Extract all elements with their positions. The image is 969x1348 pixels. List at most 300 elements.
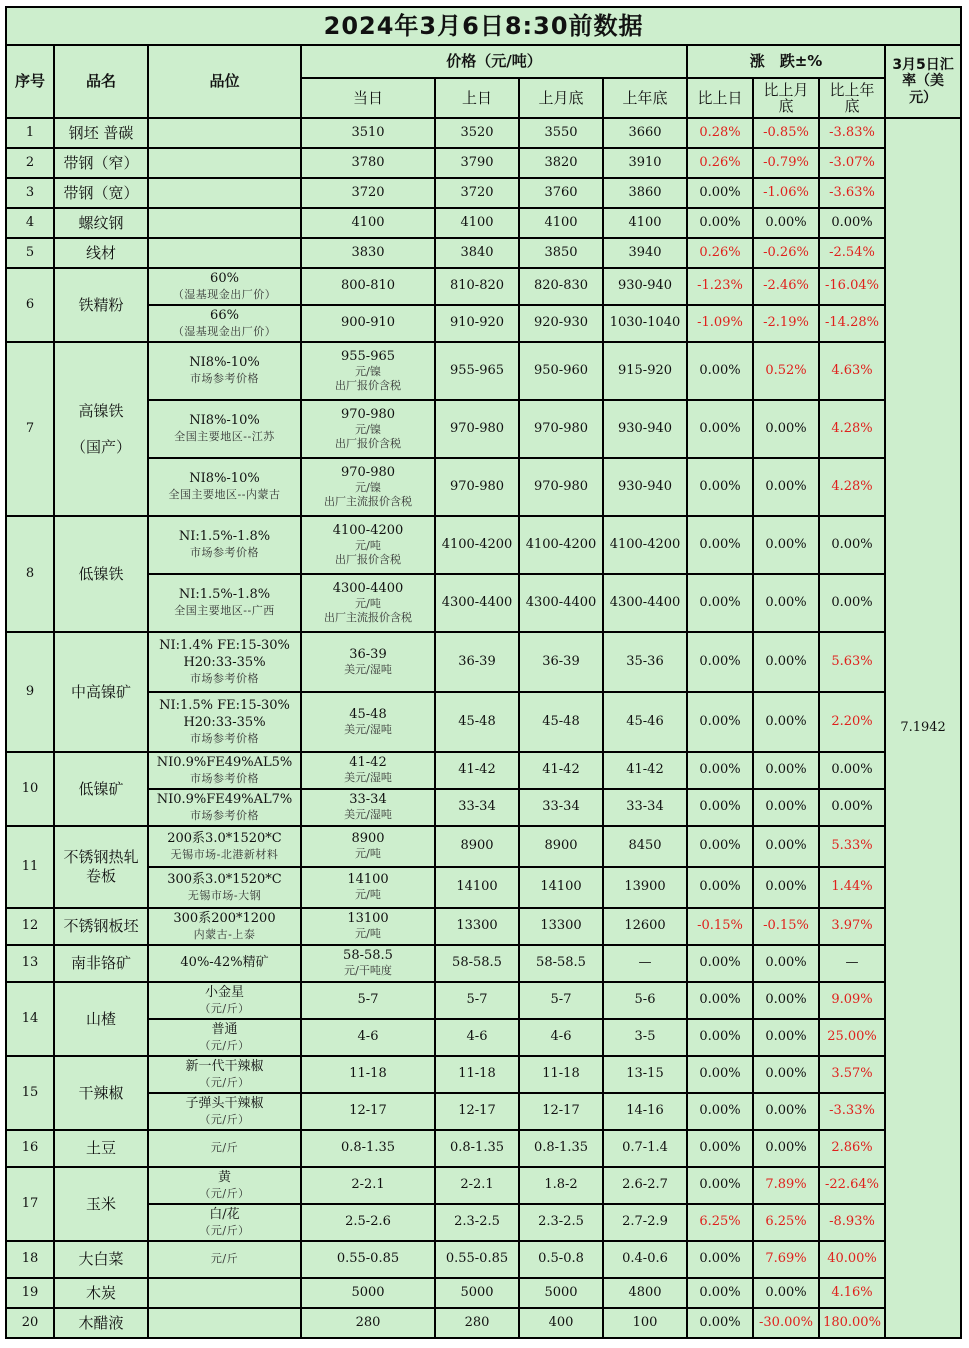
spec-text: NI:1.4% FE:15-30%	[159, 637, 290, 653]
table-row	[6, 1019, 961, 1056]
header-prev-day: 上日	[435, 78, 519, 118]
cell-prev-day: 910-920	[435, 305, 519, 342]
cell-today	[301, 305, 435, 342]
cell-vs-prev-day: 0.00%	[687, 574, 753, 632]
cell-prev-month-end: 4100-4200	[519, 516, 603, 574]
spec-text: NI8%-10%	[189, 471, 260, 487]
table-row	[6, 1241, 961, 1278]
cell-vs-prev-month: -0.26%	[753, 238, 819, 268]
cell-prev-day: 2.3-2.5	[435, 1204, 519, 1241]
cell-prev-month-end: 2.3-2.5	[519, 1204, 603, 1241]
row-name-text: 带钢（窄）	[63, 153, 139, 172]
row-name-text: 螺纹钢	[78, 213, 124, 232]
cell-vs-prev-month: 7.69%	[753, 1241, 819, 1278]
row-spec	[148, 1056, 301, 1093]
cell-prev-month-end: 3760	[519, 178, 603, 208]
cell-prev-month-end: 8900	[519, 826, 603, 867]
cell-prev-day: 8900	[435, 826, 519, 867]
today-value: 970-980	[340, 464, 396, 480]
row-spec	[148, 945, 301, 982]
cell-prev-year-end: 4100	[603, 208, 687, 238]
cell-vs-prev-day: 0.00%	[687, 516, 753, 574]
cell-vs-prev-year: 4.28%	[819, 458, 885, 516]
cell-prev-month-end: 4300-4400	[519, 574, 603, 632]
today-value: 3510	[351, 124, 385, 140]
spec-text: 60%	[210, 270, 239, 286]
row-name-text: 低镍铁	[78, 564, 124, 583]
row-name-text: 木炭	[85, 1283, 116, 1302]
cell-vs-prev-month: 0.00%	[753, 1278, 819, 1308]
row-seq: 9	[6, 632, 54, 752]
cell-prev-month-end: 3850	[519, 238, 603, 268]
cell-vs-prev-year: -16.04%	[819, 268, 885, 305]
cell-prev-day: 41-42	[435, 752, 519, 789]
cell-prev-month-end: 820-830	[519, 268, 603, 305]
today-value: 8900	[351, 831, 385, 847]
cell-prev-year-end: 4300-4400	[603, 574, 687, 632]
header-vs-prev-year	[819, 78, 885, 118]
table-row	[6, 789, 961, 826]
header-spec: 品位	[148, 45, 301, 118]
cell-prev-month-end: 45-48	[519, 692, 603, 752]
today-unit: 元/镍	[355, 480, 381, 494]
title-row	[6, 7, 961, 45]
cell-prev-year-end: 33-34	[603, 789, 687, 826]
cell-prev-month-end: 12-17	[519, 1093, 603, 1130]
cell-vs-prev-day: 0.00%	[687, 1278, 753, 1308]
cell-vs-prev-day: 0.00%	[687, 1308, 753, 1338]
cell-vs-prev-day: 0.00%	[687, 1056, 753, 1093]
cell-prev-year-end: 4800	[603, 1278, 687, 1308]
cell-today	[301, 1130, 435, 1167]
cell-prev-day: 280	[435, 1308, 519, 1338]
cell-prev-month-end: 1.8-2	[519, 1167, 603, 1204]
row-seq: 2	[6, 148, 54, 178]
row-seq: 13	[6, 945, 54, 982]
cell-prev-month-end: 3820	[519, 148, 603, 178]
cell-prev-day: 4100	[435, 208, 519, 238]
row-spec	[148, 867, 301, 908]
header-change-group: 涨 跌±%	[687, 45, 885, 78]
row-spec	[148, 1204, 301, 1241]
cell-vs-prev-year: -3.83%	[819, 118, 885, 148]
today-unit: 元/吨	[355, 538, 381, 552]
row-name	[54, 268, 148, 342]
row-seq: 12	[6, 908, 54, 945]
cell-prev-day: 0.8-1.35	[435, 1130, 519, 1167]
header-vs-prev-month	[753, 78, 819, 118]
cell-prev-month-end: 950-960	[519, 342, 603, 400]
row-name-text: 不锈钢板坯	[63, 917, 139, 936]
cell-vs-prev-month: 0.00%	[753, 789, 819, 826]
row-spec	[148, 208, 301, 238]
cell-today	[301, 1278, 435, 1308]
cell-today	[301, 178, 435, 208]
cell-vs-prev-month: 0.00%	[753, 1130, 819, 1167]
today-unit: 元/镍	[355, 422, 381, 436]
spec-text: 元/斤	[210, 1252, 239, 1266]
cell-prev-day: 14100	[435, 867, 519, 908]
spec-subtext: 全国主要地区--广西	[174, 604, 275, 618]
cell-vs-prev-year: 0.00%	[819, 752, 885, 789]
row-spec	[148, 516, 301, 574]
cell-vs-prev-year: 3.57%	[819, 1056, 885, 1093]
cell-vs-prev-day: 0.00%	[687, 458, 753, 516]
row-seq: 10	[6, 752, 54, 826]
cell-vs-prev-day: -1.09%	[687, 305, 753, 342]
cell-prev-day: 3790	[435, 148, 519, 178]
spec-text: NI8%-10%	[189, 413, 260, 429]
row-name	[54, 752, 148, 826]
today-value: 33-34	[349, 792, 387, 808]
row-spec	[148, 400, 301, 458]
row-spec	[148, 574, 301, 632]
cell-vs-prev-month: 0.00%	[753, 945, 819, 982]
cell-prev-month-end: 4100	[519, 208, 603, 238]
cell-vs-prev-day: 0.00%	[687, 1241, 753, 1278]
cell-prev-day: 970-980	[435, 458, 519, 516]
spec-subtext: 市场参考价格	[190, 546, 259, 560]
row-seq: 18	[6, 1241, 54, 1278]
cell-vs-prev-month: 0.52%	[753, 342, 819, 400]
header-prev-month-end: 上月底	[519, 78, 603, 118]
table-row	[6, 148, 961, 178]
today-value: 2.5-2.6	[345, 1214, 391, 1230]
cell-vs-prev-year: -14.28%	[819, 305, 885, 342]
spec-text: 新一代干辣椒	[185, 1058, 264, 1074]
cell-prev-day: 3720	[435, 178, 519, 208]
cell-vs-prev-year: -22.64%	[819, 1167, 885, 1204]
cell-vs-prev-day: 0.00%	[687, 178, 753, 208]
cell-vs-prev-month: 0.00%	[753, 982, 819, 1019]
cell-prev-day: 58-58.5	[435, 945, 519, 982]
today-value: 5000	[351, 1284, 385, 1300]
header-name: 品名	[54, 45, 148, 118]
spec-subtext: （湿基现金出厂价）	[172, 324, 277, 338]
cell-prev-day: 955-965	[435, 342, 519, 400]
row-name-text: 线材	[85, 243, 116, 262]
today-value: 4100-4200	[332, 522, 404, 538]
spec-text: 66%	[210, 307, 239, 323]
table-row	[6, 238, 961, 268]
cell-vs-prev-month: 0.00%	[753, 752, 819, 789]
cell-prev-month-end: 5-7	[519, 982, 603, 1019]
header-seq: 序号	[6, 45, 54, 118]
today-value: 900-910	[340, 315, 396, 331]
row-name	[54, 826, 148, 908]
cell-vs-prev-day: 0.00%	[687, 1167, 753, 1204]
spec-text: 子弹头干辣椒	[185, 1095, 264, 1111]
cell-today	[301, 574, 435, 632]
today-note: 出厂主流报价含税	[324, 495, 412, 509]
cell-vs-prev-month: 0.00%	[753, 826, 819, 867]
table-row	[6, 516, 961, 574]
cell-vs-prev-month: 0.00%	[753, 1093, 819, 1130]
cell-prev-month-end: 36-39	[519, 632, 603, 692]
today-value: 4-6	[357, 1029, 379, 1045]
cell-vs-prev-month: 0.00%	[753, 400, 819, 458]
header-row-1	[6, 45, 961, 78]
row-seq: 19	[6, 1278, 54, 1308]
cell-vs-prev-year: 4.28%	[819, 400, 885, 458]
table-row	[6, 982, 961, 1019]
row-name	[54, 982, 148, 1056]
row-spec	[148, 118, 301, 148]
today-note: 出厂报价含税	[335, 379, 401, 393]
cell-vs-prev-day: 0.00%	[687, 982, 753, 1019]
row-name	[54, 632, 148, 752]
cell-prev-year-end: 2.7-2.9	[603, 1204, 687, 1241]
cell-today	[301, 982, 435, 1019]
header-price-group: 价格（元/吨）	[301, 45, 687, 78]
rate-header-text: 3月5日汇率（美元）	[892, 57, 954, 106]
cell-vs-prev-year: 4.63%	[819, 342, 885, 400]
row-name	[54, 945, 148, 982]
cell-vs-prev-day: 0.00%	[687, 208, 753, 238]
cell-today	[301, 400, 435, 458]
today-unit: 元/吨	[355, 927, 381, 941]
cell-prev-month-end: 4-6	[519, 1019, 603, 1056]
cell-today	[301, 516, 435, 574]
today-unit: 美元/湿吨	[344, 662, 392, 676]
header-today: 当日	[301, 78, 435, 118]
cell-vs-prev-year: -3.07%	[819, 148, 885, 178]
cell-vs-prev-month: 7.89%	[753, 1167, 819, 1204]
cell-prev-month-end: 970-980	[519, 400, 603, 458]
row-seq: 6	[6, 268, 54, 342]
today-value: 12-17	[349, 1103, 387, 1119]
table-row	[6, 1278, 961, 1308]
spec-subtext: 无锡市场-北港新材料	[170, 847, 279, 861]
spec-text: 40%-42%精矿	[180, 955, 269, 971]
cell-vs-prev-day: 0.00%	[687, 826, 753, 867]
row-seq: 5	[6, 238, 54, 268]
row-spec	[148, 238, 301, 268]
today-value: 0.55-0.85	[336, 1251, 400, 1267]
spec-subtext: （元/斤）	[199, 1038, 250, 1052]
cell-vs-prev-day: 0.00%	[687, 692, 753, 752]
spec-subtext: （元/斤）	[199, 1186, 250, 1200]
cell-vs-prev-month: 0.00%	[753, 867, 819, 908]
row-seq: 15	[6, 1056, 54, 1130]
spec-subtext: 全国主要地区--内蒙古	[168, 488, 281, 502]
spec-text: 黄	[217, 1169, 231, 1185]
row-seq: 3	[6, 178, 54, 208]
cell-vs-prev-day: 0.00%	[687, 1093, 753, 1130]
today-unit: 元/吨	[355, 888, 381, 902]
cell-today	[301, 692, 435, 752]
today-unit: 元/干吨度	[344, 964, 392, 978]
cell-today	[301, 458, 435, 516]
cell-vs-prev-month: 6.25%	[753, 1204, 819, 1241]
cell-prev-day: 0.55-0.85	[435, 1241, 519, 1278]
spec-subtext: （元/斤）	[199, 1223, 250, 1237]
table-row	[6, 208, 961, 238]
cell-vs-prev-month: -0.85%	[753, 118, 819, 148]
row-seq: 17	[6, 1167, 54, 1241]
cell-vs-prev-month: -0.15%	[753, 908, 819, 945]
cell-today	[301, 632, 435, 692]
spec-text: NI:1.5%-1.8%	[178, 587, 271, 603]
header-vs-prev-month-text: 比上月底	[763, 80, 809, 115]
spec-text-2: H20:33-35%	[183, 714, 266, 730]
cell-today	[301, 789, 435, 826]
spec-subtext: 市场参考价格	[190, 808, 259, 822]
cell-today	[301, 826, 435, 867]
row-spec	[148, 982, 301, 1019]
table-row	[6, 1167, 961, 1204]
cell-vs-prev-year: -3.33%	[819, 1093, 885, 1130]
today-value: 3720	[351, 184, 385, 200]
row-name-text: 铁精粉	[78, 295, 124, 314]
spec-subtext: （湿基现金出厂价）	[172, 287, 277, 301]
spec-subtext: 市场参考价格	[190, 671, 259, 685]
cell-vs-prev-year: 0.00%	[819, 789, 885, 826]
header-exchange-rate	[885, 45, 961, 118]
cell-prev-month-end: 41-42	[519, 752, 603, 789]
cell-vs-prev-day: 0.26%	[687, 238, 753, 268]
cell-prev-day: 810-820	[435, 268, 519, 305]
row-name	[54, 1130, 148, 1167]
cell-prev-month-end: 3550	[519, 118, 603, 148]
cell-today	[301, 1167, 435, 1204]
cell-prev-day: 3520	[435, 118, 519, 148]
cell-prev-month-end: 58-58.5	[519, 945, 603, 982]
spec-subtext: （元/斤）	[199, 1075, 250, 1089]
row-name	[54, 118, 148, 148]
spec-subtext: 无锡市场-大钢	[187, 888, 262, 902]
cell-today	[301, 867, 435, 908]
cell-prev-year-end: 14-16	[603, 1093, 687, 1130]
row-spec	[148, 1308, 301, 1338]
today-note: 出厂报价含税	[335, 553, 401, 567]
cell-vs-prev-year: 3.97%	[819, 908, 885, 945]
row-seq: 7	[6, 342, 54, 516]
row-spec	[148, 305, 301, 342]
cell-prev-month-end: 400	[519, 1308, 603, 1338]
cell-prev-year-end: 3660	[603, 118, 687, 148]
cell-prev-day: 12-17	[435, 1093, 519, 1130]
spec-text: 300系200*1200	[173, 910, 276, 926]
cell-vs-prev-month: 0.00%	[753, 208, 819, 238]
table-row	[6, 752, 961, 789]
cell-vs-prev-day: 0.00%	[687, 342, 753, 400]
cell-prev-year-end: 0.4-0.6	[603, 1241, 687, 1278]
cell-vs-prev-day: 6.25%	[687, 1204, 753, 1241]
cell-vs-prev-year: -2.54%	[819, 238, 885, 268]
cell-prev-month-end: 13300	[519, 908, 603, 945]
cell-today	[301, 268, 435, 305]
table-row	[6, 574, 961, 632]
row-name-text: 低镍矿	[78, 779, 124, 798]
exchange-rate-value: 7.1942	[885, 118, 961, 1338]
table-row	[6, 178, 961, 208]
row-spec	[148, 1241, 301, 1278]
cell-vs-prev-year: -3.63%	[819, 178, 885, 208]
cell-vs-prev-year: 0.00%	[819, 574, 885, 632]
cell-prev-year-end: 35-36	[603, 632, 687, 692]
cell-prev-year-end: 3860	[603, 178, 687, 208]
cell-vs-prev-year: 0.00%	[819, 208, 885, 238]
cell-vs-prev-month: 0.00%	[753, 516, 819, 574]
cell-vs-prev-year: -8.93%	[819, 1204, 885, 1241]
cell-vs-prev-day: 0.00%	[687, 752, 753, 789]
cell-today	[301, 118, 435, 148]
cell-prev-month-end: 970-980	[519, 458, 603, 516]
today-value: 45-48	[349, 706, 387, 722]
cell-vs-prev-year: 0.00%	[819, 516, 885, 574]
cell-today	[301, 238, 435, 268]
price-report	[5, 6, 960, 1339]
cell-vs-prev-month: -2.46%	[753, 268, 819, 305]
cell-prev-day: 970-980	[435, 400, 519, 458]
cell-prev-year-end: 45-46	[603, 692, 687, 752]
cell-vs-prev-year: 2.86%	[819, 1130, 885, 1167]
table-row	[6, 458, 961, 516]
cell-vs-prev-year: 5.33%	[819, 826, 885, 867]
cell-vs-prev-month: 0.00%	[753, 632, 819, 692]
cell-vs-prev-year: 180.00%	[819, 1308, 885, 1338]
row-name-text: 干辣椒	[78, 1083, 124, 1102]
cell-vs-prev-month: 0.00%	[753, 692, 819, 752]
cell-prev-day: 3840	[435, 238, 519, 268]
row-spec	[148, 908, 301, 945]
cell-prev-year-end: 2.6-2.7	[603, 1167, 687, 1204]
row-seq: 8	[6, 516, 54, 632]
cell-vs-prev-year: 25.00%	[819, 1019, 885, 1056]
row-spec	[148, 1278, 301, 1308]
row-seq: 16	[6, 1130, 54, 1167]
table-row	[6, 400, 961, 458]
today-value: 14100	[347, 872, 389, 888]
row-name	[54, 342, 148, 516]
table-row	[6, 1204, 961, 1241]
today-unit: 元/镍	[355, 364, 381, 378]
cell-vs-prev-month: -1.06%	[753, 178, 819, 208]
row-name-text: 南非铬矿	[70, 954, 131, 973]
cell-prev-year-end: 5-6	[603, 982, 687, 1019]
cell-prev-year-end: 100	[603, 1308, 687, 1338]
cell-prev-day: 45-48	[435, 692, 519, 752]
row-spec	[148, 789, 301, 826]
row-name-text: 高镍铁 （国产）	[70, 402, 131, 456]
table-row	[6, 632, 961, 692]
price-table	[5, 6, 962, 1339]
cell-prev-day: 13300	[435, 908, 519, 945]
row-name	[54, 1167, 148, 1241]
row-spec	[148, 632, 301, 692]
row-name	[54, 208, 148, 238]
cell-vs-prev-month: -30.00%	[753, 1308, 819, 1338]
row-spec	[148, 458, 301, 516]
cell-prev-month-end: 33-34	[519, 789, 603, 826]
row-name	[54, 1278, 148, 1308]
spec-text: NI8%-10%	[189, 355, 260, 371]
row-name	[54, 238, 148, 268]
row-spec	[148, 1167, 301, 1204]
row-name-text: 钢坯 普碳	[68, 123, 134, 142]
cell-today	[301, 1056, 435, 1093]
header-vs-prev-year-text: 比上年底	[829, 80, 875, 115]
row-spec	[148, 1130, 301, 1167]
row-name-text: 带钢（宽）	[63, 183, 139, 202]
cell-vs-prev-year: 9.09%	[819, 982, 885, 1019]
row-name-text: 玉米	[85, 1194, 116, 1213]
row-name-text: 大白菜	[78, 1250, 124, 1269]
today-value: 280	[355, 1314, 381, 1330]
row-spec	[148, 752, 301, 789]
cell-prev-day: 5000	[435, 1278, 519, 1308]
